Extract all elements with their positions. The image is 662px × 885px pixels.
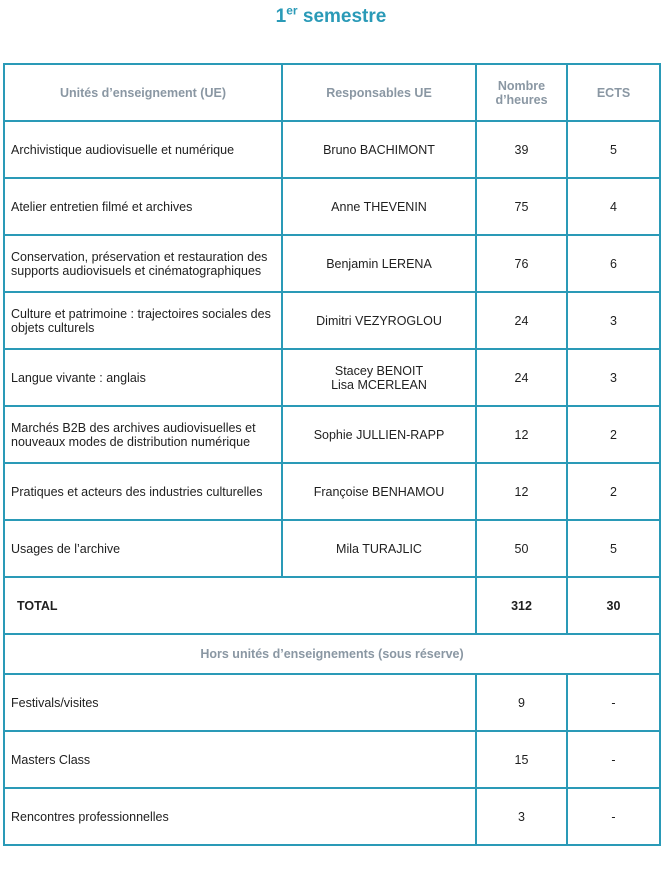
page-title: 1er semestre	[275, 3, 387, 27]
ue-name: Atelier entretien filmé et archives	[4, 178, 282, 235]
hours-cell: 50	[476, 520, 567, 577]
responsable	[282, 406, 476, 463]
header-responsables: Responsables UE	[282, 64, 476, 121]
ects-cell: 3	[567, 349, 660, 406]
hours-cell: 12	[476, 463, 567, 520]
table-row	[4, 121, 660, 178]
ue-name: Conservation, préservation et restauration des supports audiovisuels et cinématographiques	[4, 235, 282, 292]
ects-cell: 2	[567, 463, 660, 520]
responsable	[282, 121, 476, 178]
ue-name: Pratiques et acteurs des industries culturelles	[4, 463, 282, 520]
table-header-row	[4, 64, 660, 121]
responsable-name: Dimitri VEZYROGLOU	[316, 313, 442, 328]
extra-row	[4, 674, 660, 731]
ects-cell: 3	[567, 292, 660, 349]
extra-hours: 3	[476, 788, 567, 845]
responsable-name: Sophie JULLIEN-RAPP	[313, 427, 445, 442]
table-row	[4, 292, 660, 349]
table-row	[4, 520, 660, 577]
responsable-name: Benjamin LERENA	[326, 256, 432, 271]
table-row	[4, 349, 660, 406]
responsable	[282, 292, 476, 349]
table-row	[4, 463, 660, 520]
extra-row	[4, 731, 660, 788]
ue-name: Culture et patrimoine : trajectoires sociales des objets culturels	[4, 292, 282, 349]
hours-cell: 75	[476, 178, 567, 235]
responsable-name: Françoise BENHAMOU	[313, 484, 445, 499]
responsable	[282, 520, 476, 577]
extra-header: Hors unités d’enseignements (sous réserve)	[4, 634, 660, 674]
hours-cell: 24	[476, 349, 567, 406]
table-row	[4, 178, 660, 235]
responsable	[282, 178, 476, 235]
total-row	[4, 577, 660, 634]
responsable-name: Bruno BACHIMONT	[323, 142, 435, 157]
responsable-name: Anne THEVENIN	[331, 199, 427, 214]
extra-label: Festivals/visites	[4, 674, 476, 731]
extra-row	[4, 788, 660, 845]
extra-hours: 15	[476, 731, 567, 788]
header-ects: ECTS	[567, 64, 660, 121]
total-label: TOTAL	[4, 577, 476, 634]
extra-label: Rencontres professionnelles	[4, 788, 476, 845]
extra-label: Masters Class	[4, 731, 476, 788]
ue-name: Marchés B2B des archives audiovisuelles et nouveaux modes de distribution numérique	[4, 406, 282, 463]
ue-name: Langue vivante : anglais	[4, 349, 282, 406]
responsable-name: Lisa MCERLEAN	[331, 377, 427, 392]
hours-cell: 24	[476, 292, 567, 349]
ue-name: Archivistique audiovisuelle et numérique	[4, 121, 282, 178]
ue-name: Usages de l’archive	[4, 520, 282, 577]
total-ects: 30	[567, 577, 660, 634]
hours-cell: 12	[476, 406, 567, 463]
hours-cell: 76	[476, 235, 567, 292]
table-row	[4, 235, 660, 292]
ects-cell: 2	[567, 406, 660, 463]
ects-cell: 5	[567, 121, 660, 178]
ects-cell: 4	[567, 178, 660, 235]
header-hours: Nombre d’heures	[476, 64, 567, 121]
total-hours: 312	[476, 577, 567, 634]
responsable	[282, 349, 476, 406]
curriculum-table	[3, 63, 661, 846]
extra-hours: 9	[476, 674, 567, 731]
table-row	[4, 406, 660, 463]
responsable-name: Mila TURAJLIC	[336, 541, 422, 556]
ects-cell: 5	[567, 520, 660, 577]
extra-ects: -	[567, 731, 660, 788]
ects-cell: 6	[567, 235, 660, 292]
extra-header-row	[4, 634, 660, 674]
responsable	[282, 235, 476, 292]
extra-ects: -	[567, 788, 660, 845]
hours-cell: 39	[476, 121, 567, 178]
extra-ects: -	[567, 674, 660, 731]
responsable-name: Stacey BENOIT	[334, 363, 424, 378]
responsable	[282, 463, 476, 520]
header-ue: Unités d’enseignement (UE)	[4, 64, 282, 121]
